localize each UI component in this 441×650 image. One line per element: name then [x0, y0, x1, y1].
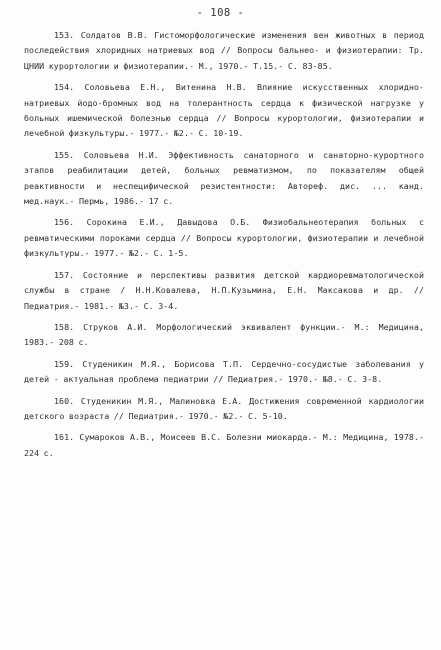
bibliography-entry-157: 157. Состояние и перспективы развития детской кардиоревматологической службы в стране / Н.Н.Ковалева, Н.П.Кузьмина, Е.Н. Максакова и др. // Педиатрия.- 1981.- №3.- С. 3-4.	[24, 269, 424, 311]
bibliography-list	[24, 28, 424, 467]
bibliography-entry-161: 161. Сумароков А.В., Моисеев В.С. Болезни миокарда.- М.: Медицина, 1978.- 224 с.	[24, 432, 424, 458]
bibliography-entry-158: 158. Струков А.И. Морфологический эквивалент функции.- М.: Медицина, 1983.- 208 с.	[24, 321, 424, 348]
bibliography-entry-156: 156. Сорокина Е.И., Давыдова О.Б. Физиобальнеотерапия больных с ревматическими пороками сердца // Вопросы курортологии, физиотерапии и лечебной физкультуры.- 1977.- №2.- С. 1-5.	[24, 217, 424, 259]
bibliography-entry-159: 159. Студеникин М.Я., Борисова Т.П. Сердечно-сосудистые заболевания у детей - актуальная проблема педиатрии // Педиатрия.- 1970.- №8.- С. 3-8.	[24, 358, 424, 385]
bibliography-entry-154: 154. Соловьева Е.Н., Витенина Н.В. Влияние искусственных хлоридно-натриевых йодо-бромных вод на толерантность сердца к физической нагрузке у больных ишемической болезнью сердца // Вопросы курортологии, физиотерапии и лечебной физкультуры.- 1977.- №2.- С. 10-19.	[24, 82, 424, 139]
bibliography-entry-155: 155. Соловьева Н.И. Эффективность санаторного и санаторно-курортного этапов реабилитации детей, больных ревматизмом, по показателям общей реактивности и неспецифической резистентности: Автореф. дис. ... канд. мед.наук.- Пермь, 1986.- 17 с.	[24, 149, 424, 207]
bibliography-entry-153: 153. Солдатов В.В. Гистоморфологические изменения вен животных в период последействия хлоридных натриевых вод // Вопросы бальнео- и физиотерапии: Тр. ЦНИИ курортологии и физиотерапии.- М., 1970.- Т.15.- С. 83-85.	[24, 30, 424, 71]
page-number: - 108 -	[196, 7, 245, 19]
bibliography-entry-160: 160. Студеникин М.Я., Малиновка Е.А. Достижения современной кардиологии детского возраста // Педиатрия.- 1970.- №2.- С. 5-10.	[24, 395, 424, 421]
